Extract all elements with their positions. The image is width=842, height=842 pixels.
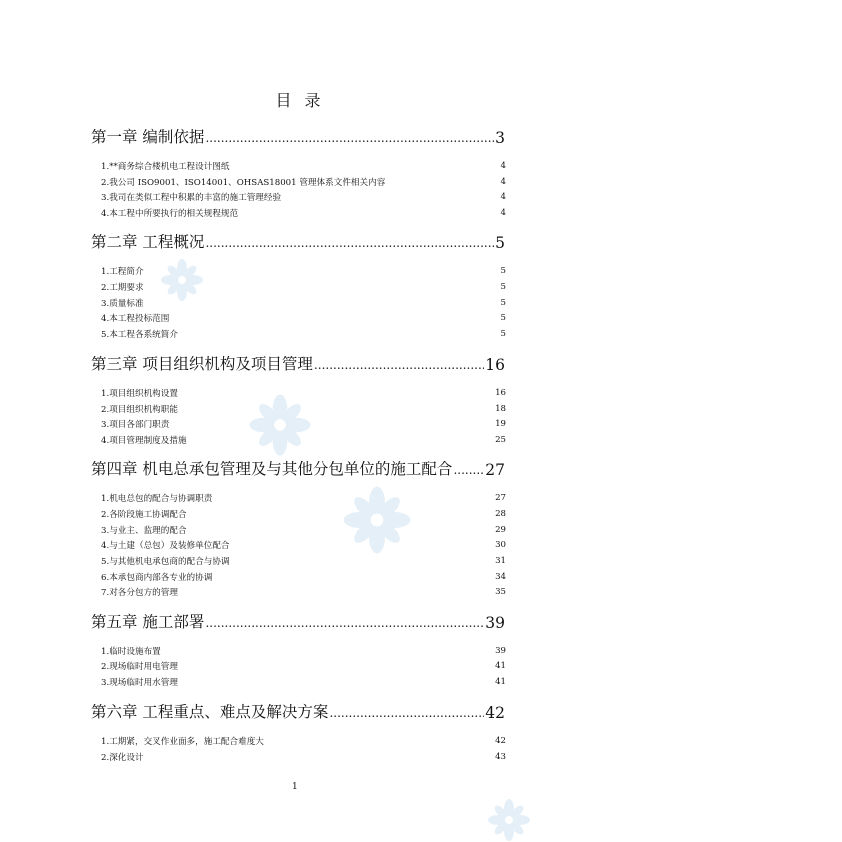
toc-chapter[interactable] — [91, 700, 505, 722]
toc-entry[interactable] — [101, 402, 506, 415]
dot-leader — [453, 464, 484, 479]
entry-title: 4.本工程投标范围 — [101, 313, 170, 324]
dot-leader — [329, 707, 484, 722]
entry-title: 2.各阶段施工协调配合 — [101, 509, 187, 520]
entry-page: 5 — [500, 281, 506, 292]
toc-entry[interactable] — [101, 264, 506, 277]
dot-leader — [205, 237, 494, 252]
toc-entry[interactable] — [101, 675, 506, 688]
entry-title: 3.质量标准 — [101, 298, 144, 309]
toc-chapter[interactable] — [91, 125, 505, 147]
entry-title: 3.与业主、监理的配合 — [101, 525, 187, 536]
entry-title: 3.我司在类似工程中积累的丰富的施工管理经验 — [101, 192, 282, 203]
entry-title: 3.项目各部门职责 — [101, 419, 170, 430]
chapter-title: 第五章 施工部署 — [91, 613, 205, 631]
chapter-title: 第一章 编制依据 — [91, 128, 205, 146]
entry-title: 7.对各分包方的管理 — [101, 587, 178, 598]
toc-title: 目 录 — [275, 91, 325, 110]
entry-page: 42 — [495, 735, 506, 746]
entry-page: 5 — [500, 328, 506, 339]
toc-entry[interactable] — [101, 433, 506, 446]
entry-title: 3.现场临时用水管理 — [101, 677, 178, 688]
entry-page: 19 — [495, 418, 506, 429]
entry-title: 1.**商务综合楼机电工程设计图纸 — [101, 161, 230, 172]
entry-title: 5.本工程各系统简介 — [101, 329, 178, 340]
entry-title: 2.工期要求 — [101, 282, 144, 293]
entry-page: 31 — [495, 555, 506, 566]
entry-page: 29 — [495, 524, 506, 535]
dot-leader — [205, 617, 484, 632]
toc-entry[interactable] — [101, 311, 506, 324]
toc-entry[interactable] — [101, 585, 506, 598]
entry-page: 27 — [495, 492, 506, 503]
entry-title: 1.工程简介 — [101, 266, 144, 277]
toc-entry[interactable] — [101, 417, 506, 430]
chapter-page: 16 — [485, 356, 505, 374]
dot-leader — [314, 359, 484, 374]
entry-page: 4 — [500, 207, 506, 218]
entry-page: 30 — [495, 539, 506, 550]
toc-entry[interactable] — [101, 659, 506, 672]
entry-page: 4 — [500, 176, 506, 187]
toc-entry[interactable] — [101, 280, 506, 293]
toc-entry[interactable] — [101, 644, 506, 657]
entry-page: 43 — [495, 751, 506, 762]
entry-page: 5 — [500, 297, 506, 308]
dot-leader — [205, 132, 494, 147]
entry-title: 1.临时设施布置 — [101, 646, 161, 657]
entry-title: 6.本承包商内部各专业的协调 — [101, 572, 213, 583]
entry-title: 2.我公司 ISO9001、ISO14001、OHSAS18001 管理体系文件相关内容 — [101, 177, 386, 188]
toc-entry[interactable] — [101, 386, 506, 399]
entry-page: 4 — [500, 160, 506, 171]
entry-title: 1.项目组织机构设置 — [101, 388, 178, 399]
entry-page: 25 — [495, 434, 506, 445]
entry-page: 35 — [495, 586, 506, 597]
entry-title: 1.机电总包的配合与协调职责 — [101, 493, 213, 504]
toc-entry[interactable] — [101, 190, 506, 203]
entry-page: 5 — [500, 265, 506, 276]
entry-title: 2.项目组织机构职能 — [101, 404, 178, 415]
entry-page: 18 — [495, 403, 506, 414]
entry-page: 28 — [495, 508, 506, 519]
toc-entry[interactable] — [101, 491, 506, 504]
entry-page: 41 — [495, 660, 506, 671]
chapter-page: 3 — [495, 129, 505, 147]
entry-page: 16 — [495, 387, 506, 398]
chapter-page: 39 — [485, 614, 505, 632]
watermark-flower-icon — [487, 798, 531, 842]
toc-chapter[interactable] — [91, 352, 505, 374]
entry-title: 2.深化设计 — [101, 752, 144, 763]
toc-chapter[interactable] — [91, 610, 505, 632]
entry-title: 4.本工程中所要执行的相关规程规范 — [101, 208, 239, 219]
entry-title: 4.项目管理制度及措施 — [101, 435, 187, 446]
chapter-title: 第二章 工程概况 — [91, 233, 205, 251]
toc-entry[interactable] — [101, 159, 506, 172]
entry-title: 4.与土建（总包）及装修单位配合 — [101, 540, 230, 551]
chapter-title: 第六章 工程重点、难点及解决方案 — [91, 703, 329, 721]
chapter-page: 42 — [485, 704, 505, 722]
toc-entry[interactable] — [101, 523, 506, 536]
toc-entry[interactable] — [101, 175, 506, 188]
entry-page: 39 — [495, 645, 506, 656]
toc-chapter[interactable] — [91, 457, 505, 479]
entry-page: 34 — [495, 571, 506, 582]
entry-page: 4 — [500, 191, 506, 202]
entry-title: 5.与其他机电承包商的配合与协调 — [101, 556, 230, 567]
toc-entry[interactable] — [101, 296, 506, 309]
entry-page: 5 — [500, 312, 506, 323]
toc-entry[interactable] — [101, 327, 506, 340]
toc-entry[interactable] — [101, 570, 506, 583]
toc-entry[interactable] — [101, 538, 506, 551]
toc-entry[interactable] — [101, 750, 506, 763]
chapter-page: 5 — [495, 234, 505, 252]
chapter-title: 第四章 机电总承包管理及与其他分包单位的施工配合 — [91, 460, 453, 478]
toc-entry[interactable] — [101, 554, 506, 567]
chapter-page: 27 — [485, 461, 505, 479]
entry-title: 1.工期紧，交叉作业面多，施工配合难度大 — [101, 736, 264, 747]
entry-page: 41 — [495, 676, 506, 687]
entry-title: 2.现场临时用电管理 — [101, 661, 178, 672]
toc-chapter[interactable] — [91, 230, 505, 252]
chapter-title: 第三章 项目组织机构及项目管理 — [91, 355, 313, 373]
toc-entry[interactable] — [101, 206, 506, 219]
page-number: 1 — [292, 782, 298, 792]
toc-entry[interactable] — [101, 507, 506, 520]
toc-entry[interactable] — [101, 734, 506, 747]
